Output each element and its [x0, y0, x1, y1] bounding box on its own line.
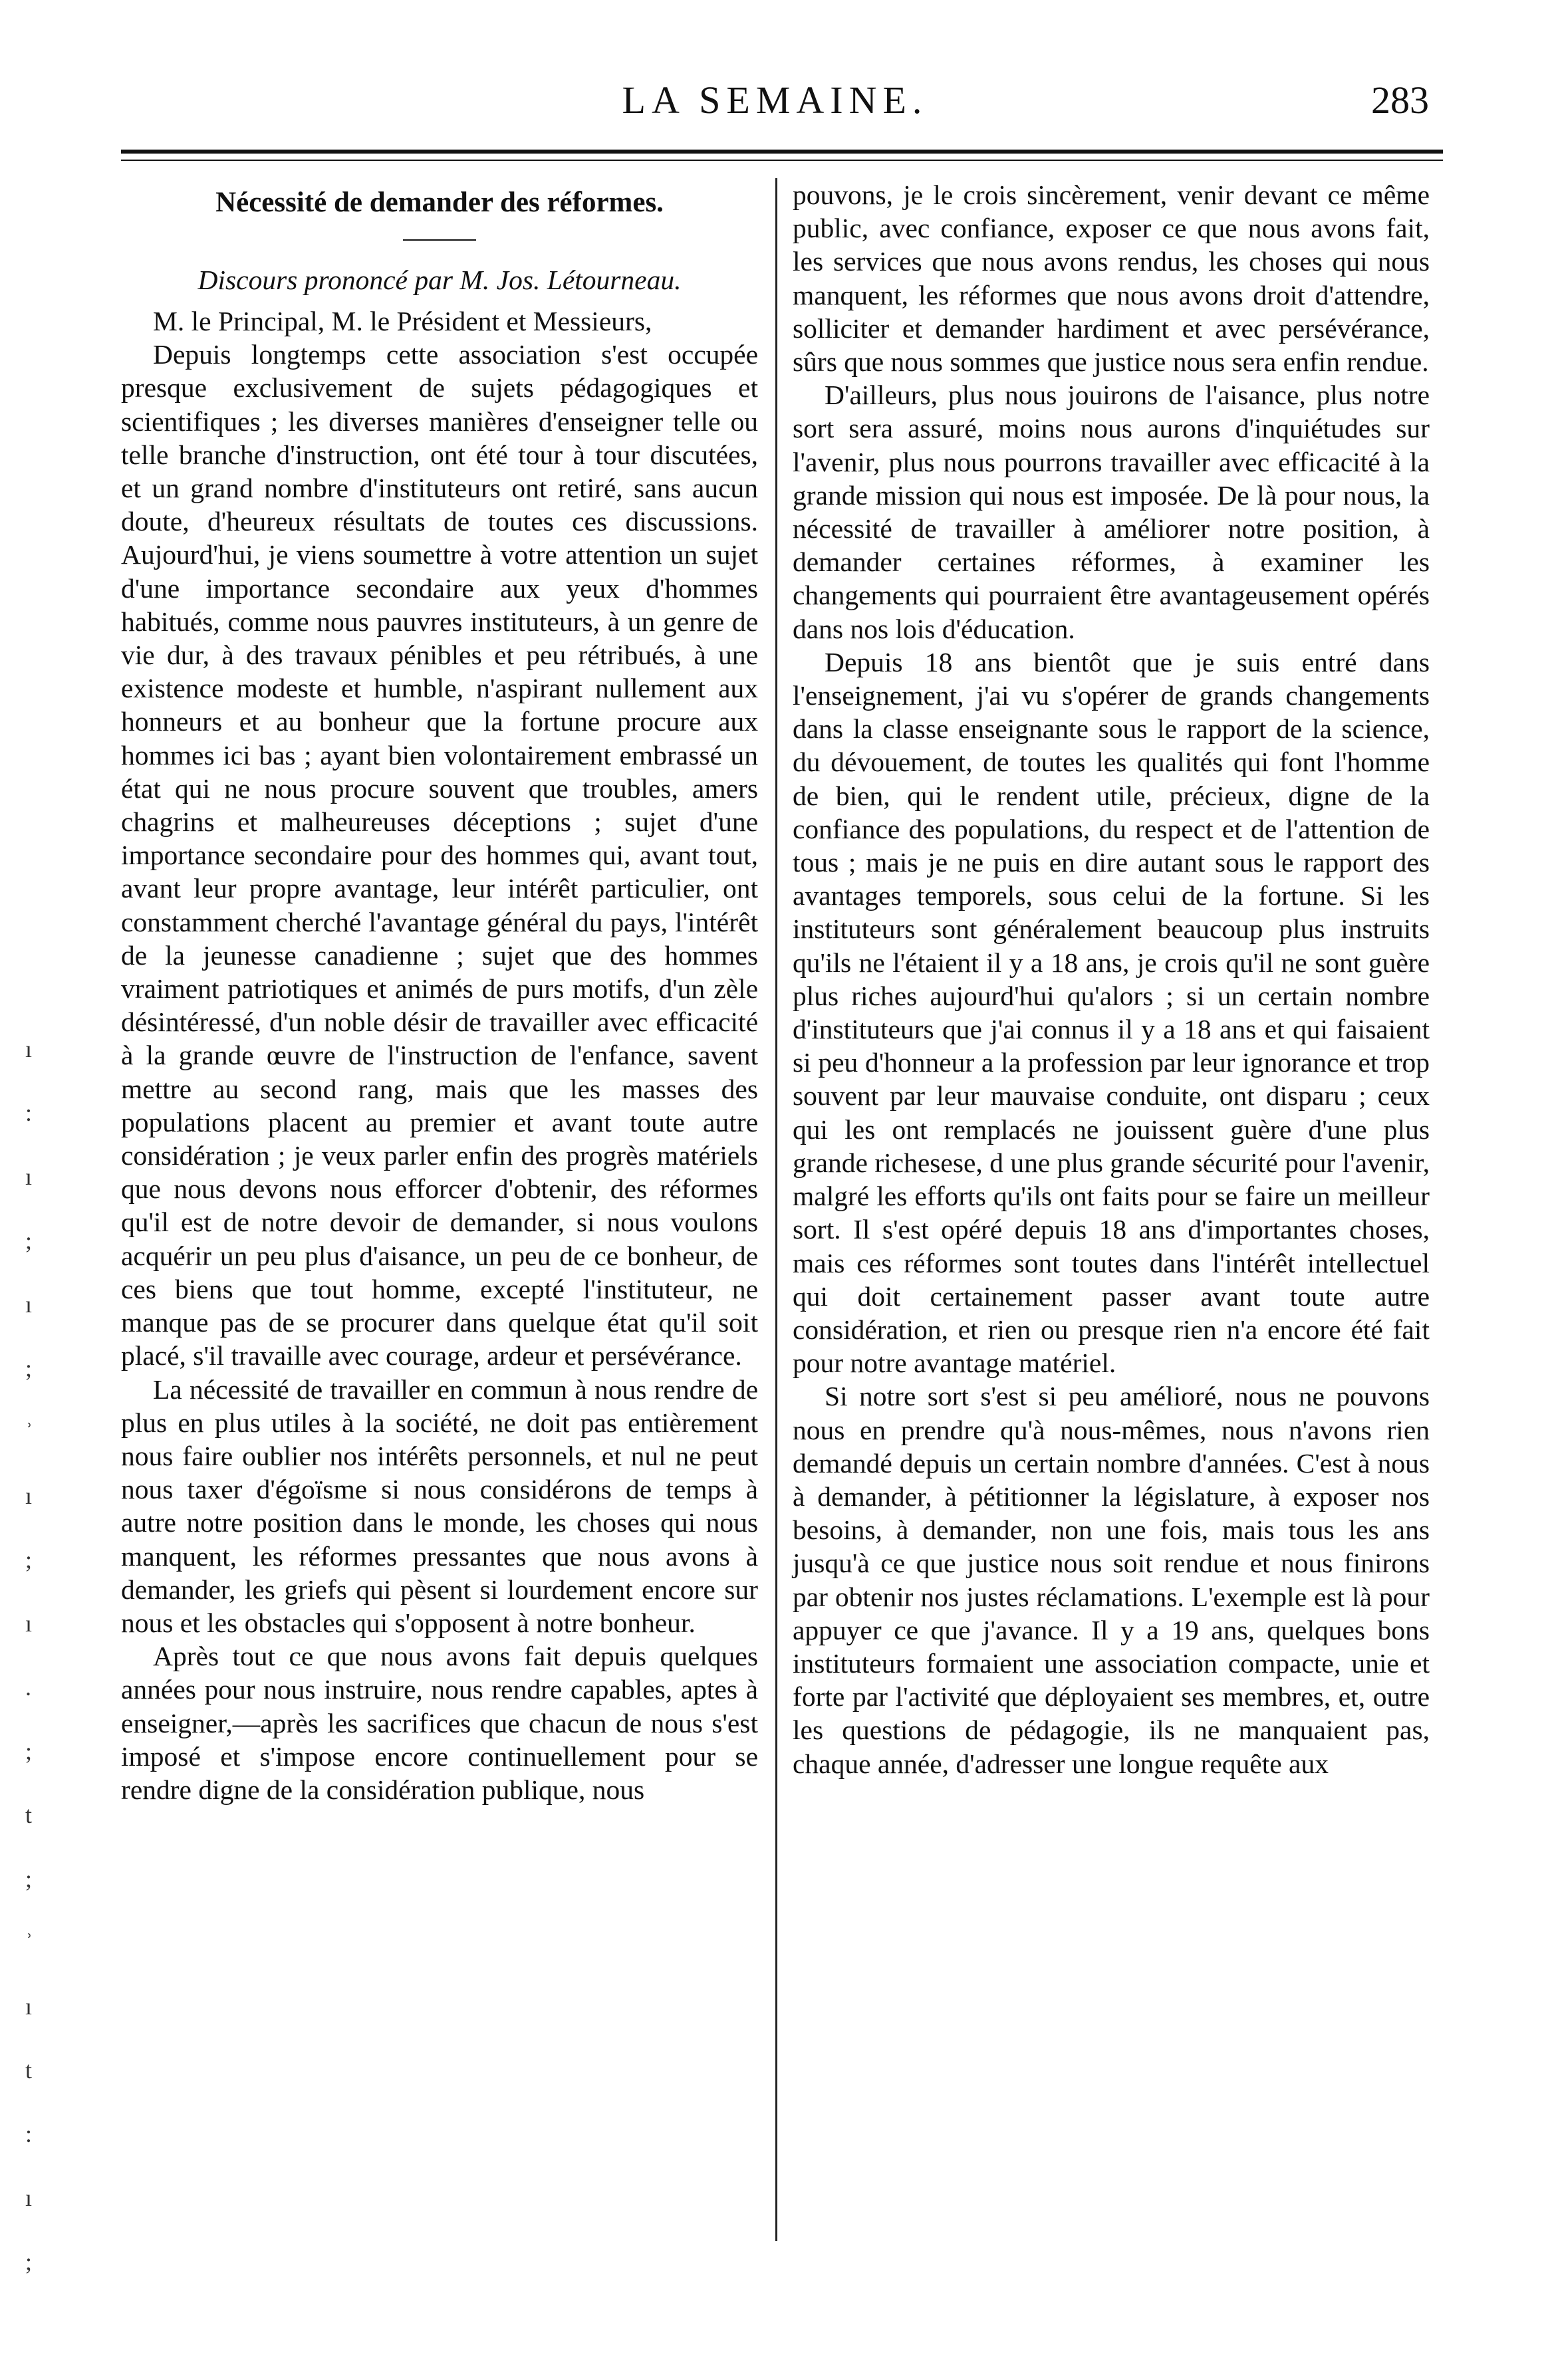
margin-mark: : — [25, 2121, 33, 2147]
margin-mark: . — [25, 1674, 31, 1701]
paragraph: pouvons, je le crois sincèrement, venir devant ce même public, avec confiance, exposer ce que nous avons fait, les services que nous avons rendus, les choses qui nous manquent, les réformes que nous avons droit d'attendre, solliciter et demander hardiment et avec persévérance, sûrs que nous sommes que justice nous sera enfin rendue. — [793, 179, 1430, 378]
margin-mark: ı — [25, 1036, 33, 1062]
title-separator — [403, 239, 476, 241]
margin-mark: ; — [25, 1738, 33, 1764]
article-title: Nécessité de demander des réformes. — [215, 187, 664, 218]
margin-marks — [25, 1037, 59, 2314]
margin-mark: ʾ — [25, 1929, 33, 1956]
paragraph: Après tout ce que nous avons fait depuis quelques années pour nous instruire, nous rendre capables, aptes à enseigner,—après les sacrifices que chacun de nous s'est imposé et s'impose encore continuellement pour se rendre digne de la considération publique, nous — [121, 1641, 758, 1805]
paragraph: Depuis longtemps cette association s'est occupée presque exclusivement de sujets pédagogiques et scientifiques ; les diverses manières d'enseigner telle ou telle branche d'instruction, ont été tour à tour discutées, et un grand nombre d'instituteurs ont retiré, sans aucun doute, d'heureux résultats de toutes ces discussions. Aujourd'hui, je viens soumettre à votre attention un sujet d'une importance secondaire aux yeux d'hommes habitués, comme nous pauvres instituteurs, à un genre de vie dur, à des travaux pénibles et peu rétribués, à une existence modeste et humble, n'aspirant nullement aux honneurs et au bonheur que la fortune procure aux hommes ici bas ; ayant bien volontairement embrassé un état qui ne nous procure souvent que troubles, amers chagrins et malheureuses déceptions ; sujet d'une importance secondaire pour des hommes qui, avant tout, avant leur propre avantage, leur intérêt particulier, ont constamment cherché l'avantage général du pays, l'intérêt de la jeunesse canadienne ; sujet que des hommes vraiment patriotiques et animés de purs motifs, d'un zèle désintéressé, d'un noble désir de travailler avec efficacité à la grande œuvre de l'instruction de l'enfance, savent mettre au second rang, mais que les masses des populations placent au premier et avant toute autre considération ; je veux parler enfin des progrès matériels que nous devons nous efforcer d'obtenir, des réformes qu'il est de notre devoir de demander, si nous voulons acquérir un peu plus d'aisance, un peu de ce bonheur, de ces biens que tout homme, excepté l'instituteur, ne manque pas de se procurer dans quelque état qu'il soit placé, s'il travaille avec courage, ardeur et persévérance. — [121, 339, 758, 1371]
margin-mark: t — [25, 1802, 33, 1828]
right-column — [793, 178, 1430, 1780]
margin-mark: ı — [25, 1993, 33, 2020]
paragraph: D'ailleurs, plus nous jouirons de l'aisance, plus notre sort sera assuré, moins nous aurons d'inquiétudes sur l'avenir, plus nous pourrons travailler avec efficacité à la grande mission qui nous est imposée. De là pour nous, la nécessité de travailler à améliorer notre position, à demander certaines réformes, à examiner les changements qui pourraient être avantageusement opérés dans nos lois d'éducation. — [793, 380, 1430, 644]
margin-mark: ; — [25, 2248, 33, 2275]
margin-mark: ı — [25, 1163, 33, 1190]
paragraph: Si notre sort s'est si peu amélioré, nous ne pouvons nous en prendre qu'à nous-mêmes, nous n'avons rien demandé depuis un certain nombre d'années. C'est à nous à demander, à pétitionner la législature, à exposer nos besoins, à demander, non une fois, mais tous les ans jusqu'à ce que justice nous soit rendue et nous finirons par obtenir nos justes réclamations. L'exemple est là pour appuyer ce que j'avance. Il y a 19 ans, quelques bons instituteurs formaient une association compacte, unie et forte par l'activité que déployaient ses membres, et, outre les questions de pédagogie, ils ne manquaient pas, chaque année, d'adresser une longue requête aux — [793, 1381, 1430, 1779]
margin-mark: ı — [25, 2185, 33, 2211]
margin-mark: ; — [25, 1227, 33, 1254]
margin-mark: : — [25, 1100, 33, 1126]
header-rule-thin — [121, 160, 1443, 161]
page-number: 283 — [1371, 78, 1429, 122]
header-rule-thick — [121, 150, 1443, 154]
journal-title: LA SEMAINE. — [622, 78, 928, 122]
column-divider — [775, 178, 777, 2241]
margin-mark: ı — [25, 1610, 33, 1637]
margin-mark: ʾ — [25, 1419, 33, 1445]
margin-mark: ; — [25, 1865, 33, 1892]
margin-mark: ı — [25, 1483, 33, 1509]
article-byline: Discours prononcé par M. Jos. Létourneau. — [197, 265, 682, 295]
paragraph: Depuis 18 ans bientôt que je suis entré dans l'enseignement, j'ai vu s'opérer de grands changements dans la classe enseignante sous le rapport de la science, du dévouement, de toutes les qualités qui font l'homme de bien, qui le rendent utile, précieux, digne de la confiance des populations, du respect et de l'attention de tous ; mais je ne puis en dire autant sous le rapport des avantages temporels, sous celui de la fortune. Si les instituteurs sont généralement beaucoup plus instruits qu'ils ne l'étaient il y a 18 ans, je crois qu'il ne sont guère plus riches aujourd'hui qu'alors ; si un certain nombre d'instituteurs que j'ai connus il y a 18 ans et qui faisaient si peu d'honneur a la profession par leur ignorance et trop souvent par leur mauvaise conduite, ont disparu ; ceux qui les ont remplacés ne jouissent guère d'une plus grande richesese, d une plus grande sécurité pour l'avenir, malgré les efforts qu'ils ont faits pour se faire un meilleur sort. Il s'est opéré depuis 18 ans d'importantes choses, mais ces réformes sont toutes dans l'intérêt intellectuel qui doit certainement passer avant toute autre considération, et rien ou presque rien n'a encore été fait pour notre avantage matériel. — [793, 646, 1430, 1379]
salutation: M. le Principal, M. le Président et Messieurs, — [153, 306, 652, 336]
margin-mark: ı — [25, 1291, 33, 1318]
left-column — [121, 178, 758, 1806]
margin-mark: t — [25, 2057, 33, 2083]
margin-mark: ; — [25, 1355, 33, 1381]
paragraph: La nécessité de travailler en commun à nous rendre de plus en plus utiles à la société, ne doit pas entièrement nous faire oublier nos intérêts personnels, et nul ne peut nous taxer d'égoïsme si nous considérons de temps à autre notre position dans le monde, les choses qui nous manquent, les réformes pressantes que nous avons à demander, les griefs qui pèsent si lourdement encore sur nous et les obstacles qui s'opposent à notre bonheur. — [121, 1373, 758, 1638]
margin-mark: ; — [25, 1546, 33, 1573]
